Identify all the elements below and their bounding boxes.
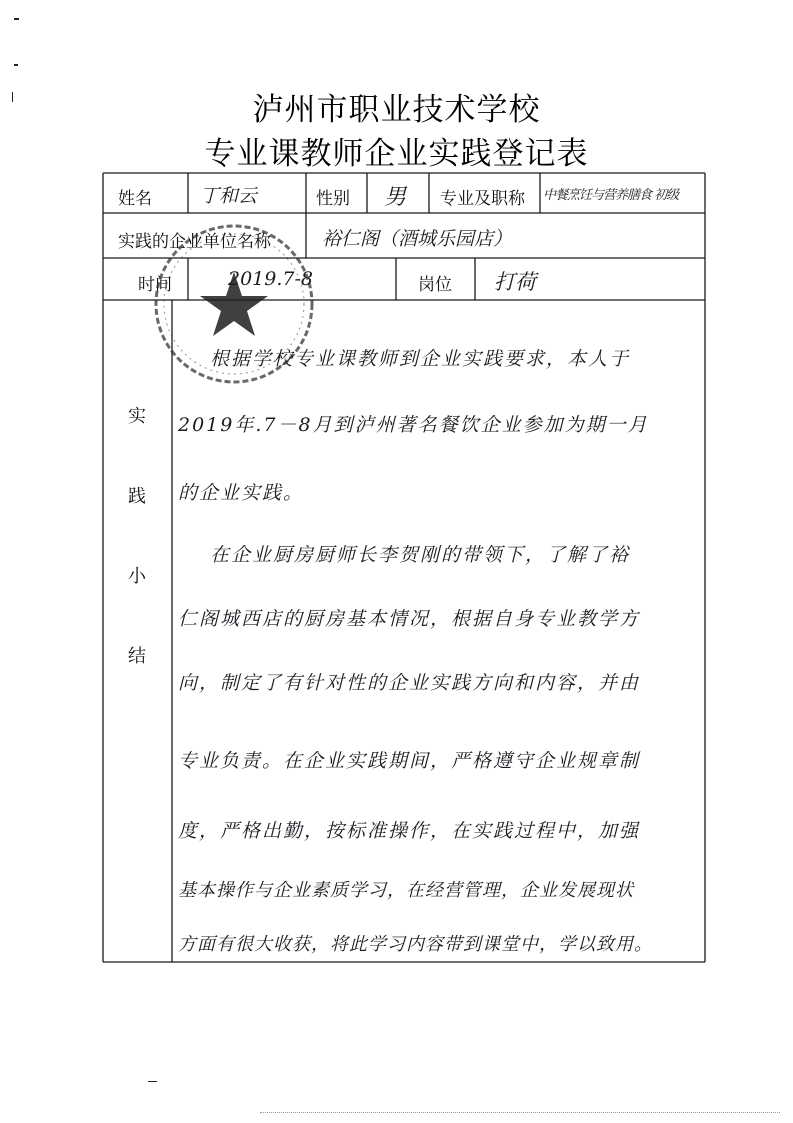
school-name: 泸州市职业技术学校	[252, 92, 541, 128]
gender-label: 性别	[316, 189, 350, 209]
summary-line: 度，严格出勤，按标准操作，在实践过程中，加强	[178, 820, 641, 842]
post-label: 岗位	[418, 275, 452, 295]
summary-line: 专业负责。在企业实践期间，严格遵守企业规章制	[178, 750, 641, 772]
summary-line: 在企业厨房厨师长李贺刚的带领下，了解了裕	[210, 544, 631, 566]
summary-line: 向，制定了有针对性的企业实践方向和内容，并由	[178, 672, 641, 694]
summary-label-char: 结	[128, 646, 146, 667]
scan-mark	[14, 18, 19, 20]
time-label: 时间	[138, 275, 172, 295]
form-title: 专业课教师企业实践登记表	[204, 136, 589, 172]
gender-value: 男	[384, 185, 407, 210]
summary-line: 基本操作与企业素质学习，在经营管理，企业发展现状	[178, 880, 634, 901]
official-seal-stamp	[150, 220, 318, 388]
scan-mark	[148, 1081, 157, 1082]
title-label: 专业及职称	[440, 189, 525, 209]
scan-edge-dots	[260, 1112, 780, 1113]
summary-line: 的企业实践。	[178, 482, 305, 504]
scan-mark	[14, 64, 18, 66]
summary-line: 根据学校专业课教师到企业实践要求，本人于	[210, 348, 631, 370]
time-value: 2019.7-8	[228, 268, 313, 290]
scan-mark	[12, 92, 13, 102]
post-value: 打荷	[494, 270, 536, 294]
summary-line: 2019年.7－8月到泸州著名餐饮企业参加为期一月	[178, 414, 649, 436]
summary-label-char: 践	[128, 486, 146, 507]
unit-label: 实践的企业单位名称	[118, 232, 271, 252]
summary-line: 仁阁城西店的厨房基本情况，根据自身专业教学方	[178, 608, 641, 630]
summary-line: 方面有很大收获，将此学习内容带到课堂中，学以致用。	[178, 934, 653, 955]
title-value: 中餐烹饪与营养膳食 初级	[543, 188, 679, 203]
name-value: 丁和云	[200, 185, 258, 207]
unit-value: 裕仁阁（酒城乐园店）	[322, 228, 513, 250]
summary-label-char: 小	[128, 566, 146, 587]
summary-label-char: 实	[128, 406, 146, 427]
name-label: 姓名	[118, 189, 152, 209]
